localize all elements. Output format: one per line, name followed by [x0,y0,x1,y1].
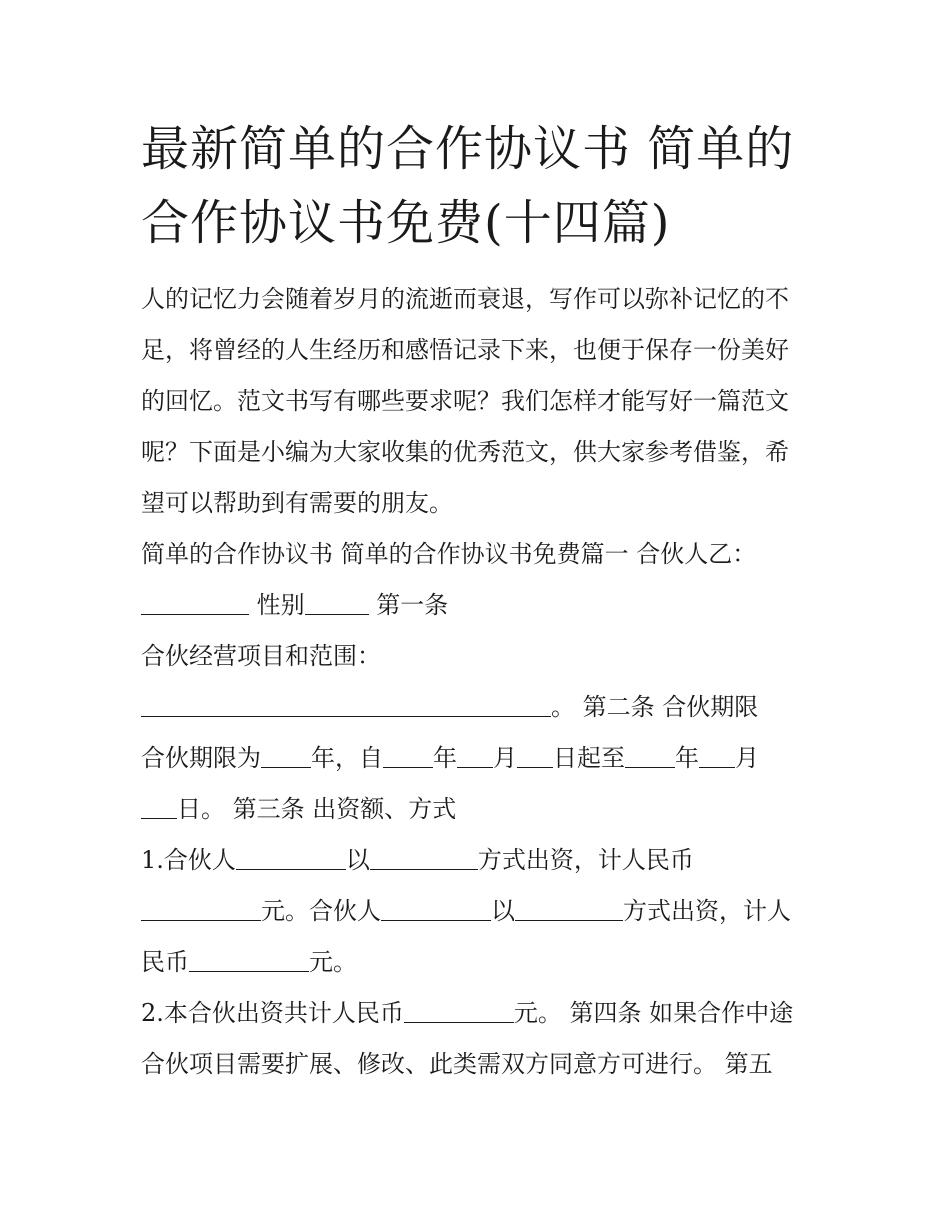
body-line-2 [141,580,821,631]
body-line-5 [141,733,821,784]
blank-field [141,592,249,615]
body-text: 合伙期限为 [141,744,261,772]
body-text: 日。 第三条 出资额、方式 [177,795,457,823]
body-text: 方式出资，计人 [623,897,791,925]
document-title [141,112,821,260]
body-line-3: 合伙经营项目和范围： [141,642,381,670]
body-text: 月 [735,744,759,772]
body-text: 方式出资，计人民币 [477,846,694,874]
body-text: 元。合伙人 [261,897,381,925]
body-line-11: 合伙项目需要扩展、修改、此类需双方同意方可进行。 第五 [141,1050,773,1078]
body-text: 2.本合伙出资共计人民币 [141,999,404,1027]
intro-line-3: 的回忆。范文书写有哪些要求呢？我们怎样才能写好一篇范文 [141,387,789,415]
body-line-4 [141,682,821,733]
blank-field [261,745,311,768]
body-text: 元。 第四条 如果合作中途 [513,999,794,1027]
blank-field [236,847,346,870]
intro-line-2: 足，将曾经的人生经历和感悟记录下来，也便于保存一份美好 [141,336,789,364]
body-text: 以 [491,897,515,925]
blank-field [141,796,177,819]
body-line-1: 简单的合作协议书 简单的合作协议书免费篇一 合伙人乙： [141,540,757,568]
intro-line-5: 望可以帮助到有需要的朋友。 [141,489,453,517]
blank-field [699,745,735,768]
body-line-10 [141,988,821,1039]
body-text: 日起至 [553,744,625,772]
title-line-1: 最新简单的合作协议书 简单的 [141,121,795,177]
blank-field [404,1000,514,1023]
agreement-body [141,529,821,1090]
blank-field [141,694,551,717]
body-text: 。 第二条 合伙期限 [551,693,759,721]
body-text: 年 [675,744,699,772]
blank-field [515,898,623,921]
document-page [141,112,821,1090]
body-text: 年 [433,744,457,772]
blank-field [189,949,309,972]
intro-line-4: 呢？下面是小编为大家收集的优秀范文，供大家参考借鉴，希 [141,438,789,466]
title-line-2: 合作协议书免费(十四篇) [141,195,671,251]
body-text: 性别 [249,591,305,619]
body-line-6 [141,784,821,835]
body-text: 以 [345,846,370,874]
blank-field [457,745,493,768]
body-text: 民币 [141,948,189,976]
blank-field [381,898,491,921]
blank-field [625,745,675,768]
blank-field [383,745,433,768]
blank-field [141,898,261,921]
body-text: 1.合伙人 [141,846,236,874]
body-text: 年，自 [311,744,383,772]
body-text: 第一条 [368,591,449,619]
blank-field [305,592,369,615]
intro-line-1: 人的记忆力会随着岁月的流逝而衰退，写作可以弥补记忆的不 [141,285,789,313]
blank-field [517,745,553,768]
body-line-8 [141,886,821,937]
blank-field [370,847,478,870]
body-text: 月 [493,744,517,772]
intro-paragraph [141,274,821,529]
body-line-7 [141,835,821,886]
body-text: 元。 [309,948,357,976]
body-line-9 [141,937,821,988]
